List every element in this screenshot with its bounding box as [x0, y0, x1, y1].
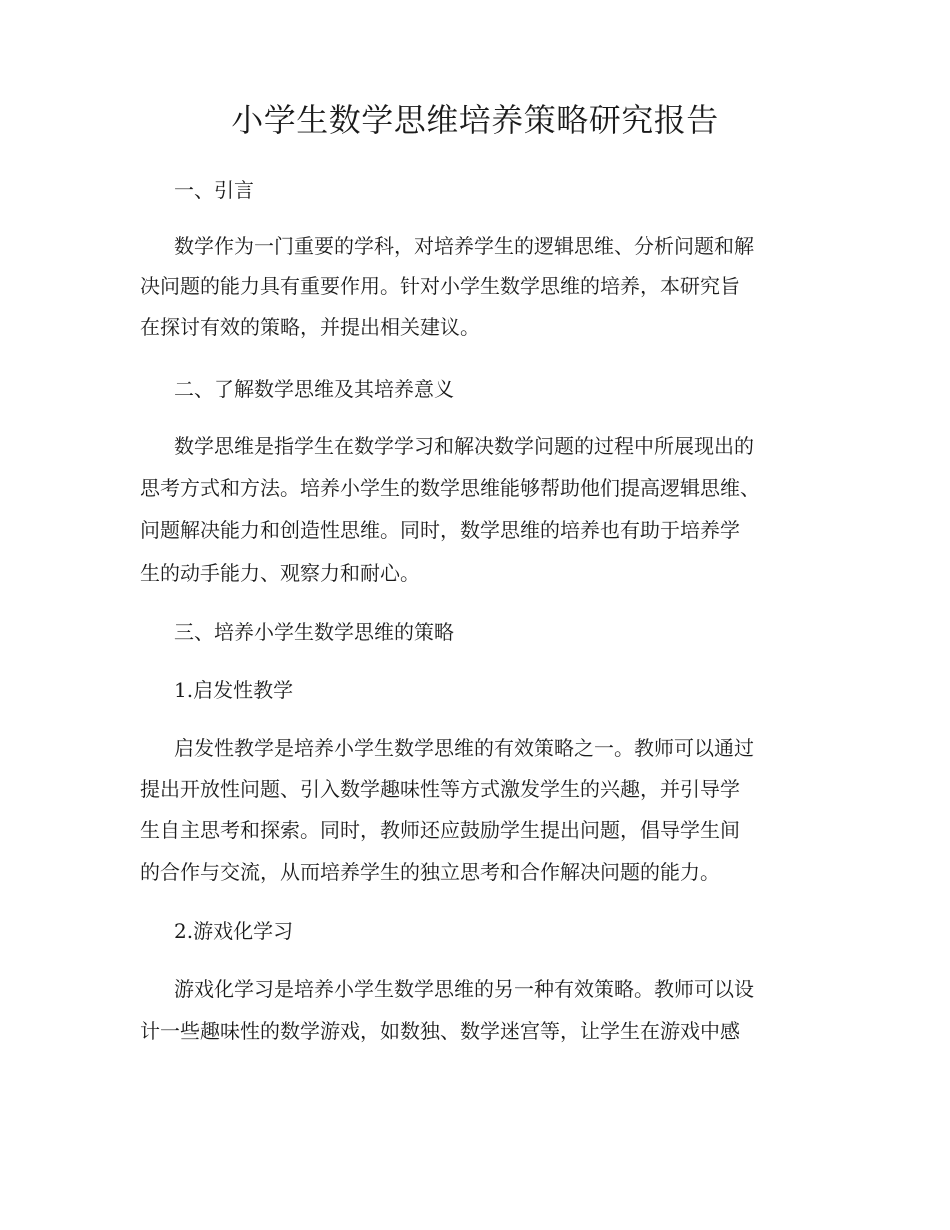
subsection-heading-gamified-learning: 2.游戏化学习 — [174, 919, 294, 943]
paragraph-line: 启发性教学是培养小学生数学思维的有效策略之一。教师可以通过 — [174, 736, 754, 760]
paragraph-line: 数学作为一门重要的学科，对培养学生的逻辑思维、分析问题和解 — [174, 234, 754, 258]
paragraph-line: 提出开放性问题、引入数学趣味性等方式激发学生的兴趣，并引导学 — [140, 777, 740, 801]
paragraph-line: 生的动手能力、观察力和耐心。 — [140, 561, 420, 585]
paragraph-line: 问题解决能力和创造性思维。同时，数学思维的培养也有助于培养学 — [140, 518, 740, 542]
paragraph-line: 的合作与交流，从而培养学生的独立思考和合作解决问题的能力。 — [140, 860, 720, 884]
subsection-heading-heuristic-teaching: 1.启发性教学 — [174, 678, 294, 702]
paragraph-line: 计一些趣味性的数学游戏，如数独、数学迷宫等，让学生在游戏中感 — [140, 1019, 740, 1043]
paragraph-line: 决问题的能力具有重要作用。针对小学生数学思维的培养，本研究旨 — [140, 274, 740, 298]
paragraph-line: 生自主思考和探索。同时，教师还应鼓励学生提出问题，倡导学生间 — [140, 818, 740, 842]
paragraph-line: 在探讨有效的策略，并提出相关建议。 — [140, 315, 480, 339]
paragraph-line: 游戏化学习是培养小学生数学思维的另一种有效策略。教师可以设 — [174, 977, 754, 1001]
section-heading-math-thinking: 二、了解数学思维及其培养意义 — [174, 377, 454, 401]
paragraph-line: 思考方式和方法。培养小学生的数学思维能够帮助他们提高逻辑思维、 — [140, 476, 760, 500]
paragraph-line: 数学思维是指学生在数学学习和解决数学问题的过程中所展现出的 — [174, 434, 754, 458]
section-heading-strategies: 三、培养小学生数学思维的策略 — [174, 620, 454, 644]
section-heading-introduction: 一、引言 — [174, 178, 254, 202]
document-title: 小学生数学思维培养策略研究报告 — [231, 101, 719, 139]
